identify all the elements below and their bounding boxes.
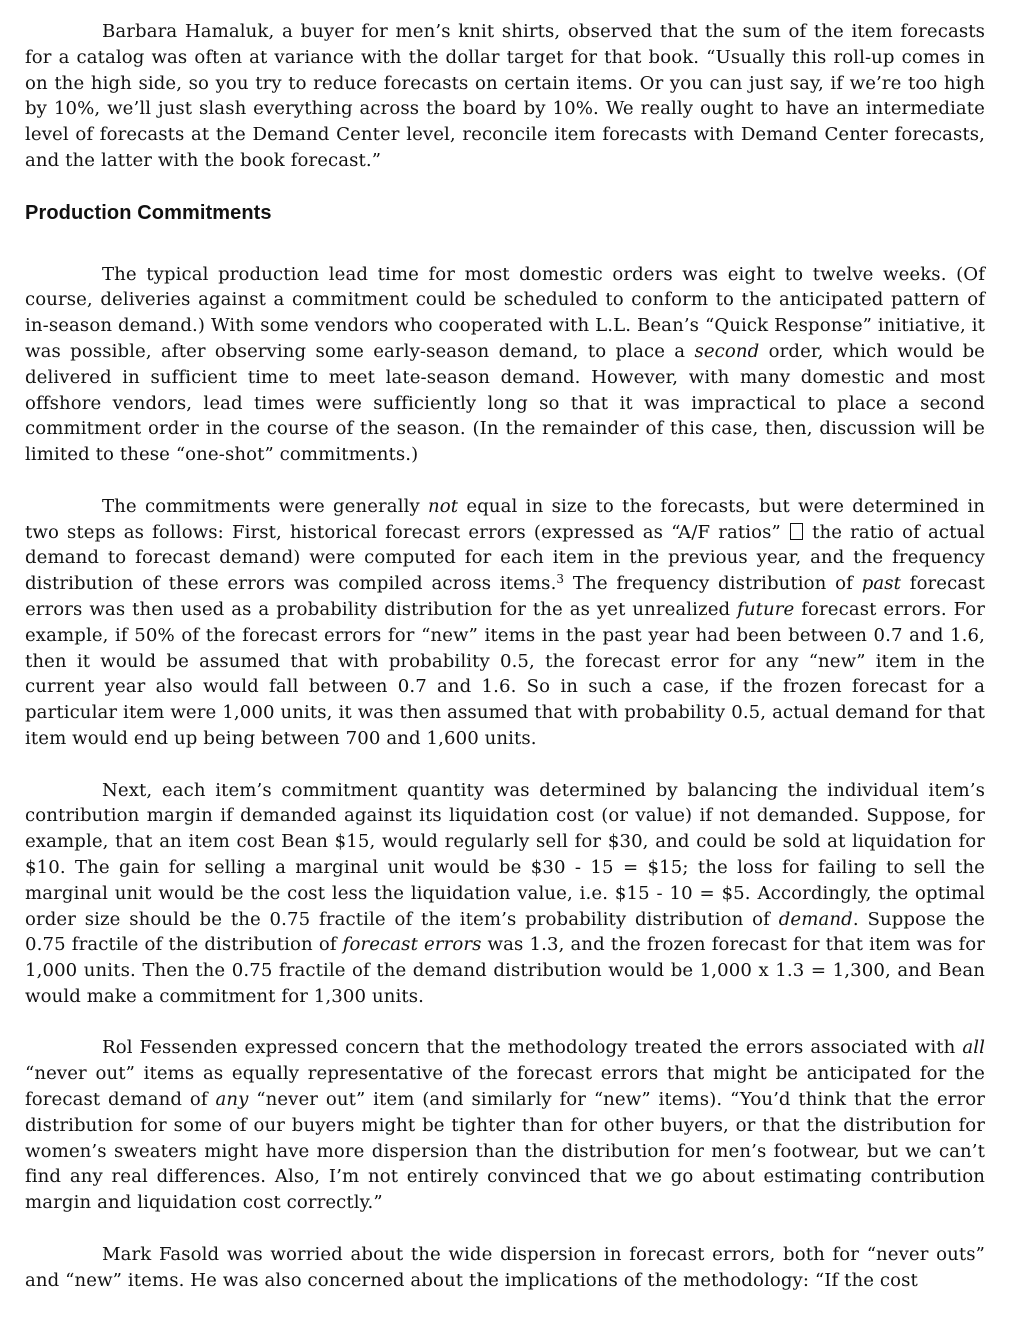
emphasis-text: any [215, 1089, 249, 1111]
paragraph-fasold [25, 1242, 985, 1294]
emphasis-text: not [428, 495, 459, 517]
paragraph-commitments [25, 494, 985, 752]
section-heading: Production Commitments [25, 201, 272, 224]
emphasis-text: forecast errors [342, 934, 482, 956]
paragraph-text: The typical production lead time for most domestic orders was eight to twelve weeks. (Of course, deliveries against a commitment could be scheduled to conform to the anticipated pattern of in-season demand.) With some vendors who cooperated with L.L. Bean’s “Quick Response” initiative, it was possible, after observing some early-season demand, to place a [25, 263, 985, 362]
paragraph-text: . Suppose the 0.75 fractile of the distribution of [25, 908, 985, 956]
paragraph-text: “never out” item (and similarly for “new” items). “You’d think that the error distribution for some of our buyers might be tighter than for other buyers, or that the distribution for women’s sweaters might have more dispersion than the distribution for men’s footwear, but we can’t find any real differences. Also, I’m not entirely convinced that we go about estimating contribution margin and liquidation cost correctly.” [25, 1089, 986, 1214]
paragraph-fessenden [25, 1035, 985, 1216]
paragraph-text: “never out” items as equally representative of the forecast errors that might be anticipated for the forecast demand of [25, 1063, 985, 1111]
paragraph-text: forecast errors was then used as a probability distribution for the as yet unrealized [25, 573, 985, 620]
paragraph-commitment-quantity [25, 778, 985, 1010]
paragraph-text: The frequency distribution of [564, 573, 862, 595]
paragraph-text: The commitments were generally [102, 495, 429, 517]
missing-glyph-box-icon [790, 523, 803, 540]
emphasis-text: past [861, 573, 902, 595]
emphasis-text: second [694, 340, 760, 362]
paragraph-text: equal in size to the forecasts, but were determined in two steps as follows: First, historical forecast errors (expressed as “A/F ratios” [25, 495, 985, 543]
paragraph-lead-time [25, 262, 985, 468]
paragraph-text: Mark Fasold was worried about the wide dispersion in forecast errors, both for “never outs” and “new” items. He was also concerned about the implications of the methodology: “If the cost [25, 1243, 985, 1291]
footnote-marker: 3 [556, 572, 565, 587]
paragraph-text: was 1.3, and the frozen forecast for that item was for 1,000 units. Then the 0.75 fractile of the demand distribution would be 1,000 x 1.3 = 1,300, and Bean would make a commitment for 1,300 units. [25, 934, 985, 1007]
emphasis-text: demand [778, 908, 853, 930]
paragraph-text: Barbara Hamaluk, a buyer for men’s knit shirts, observed that the sum of the item forecasts for a catalog was often at variance with the dollar target for that book. “Usually this roll-up comes in on the high side, so you try to reduce forecasts on certain items. Or you can just say, if we’re too high by 10%, we’ll just slash everything across the board by 10%. We really ought to have an intermediate level of forecasts at the Demand Center level, reconcile item forecasts with Demand Center forecasts, and the latter with the book forecast.” [25, 21, 985, 171]
paragraph-text: Next, each item’s commitment quantity was determined by balancing the individual item’s contribution margin if demanded against its liquidation cost (or value) if not demanded. Suppose, for example, that an item cost Bean $15, would regularly sell for $30, and could be sold at liquidation for $10. The gain for selling a marginal unit would be $30 - 15 = $15; the loss for failing to sell the marginal unit would be the cost less the liquidation value, i.e. $15 - 10 = $5. Accordingly, the optimal order size should be the 0.75 fractile of the item’s probability distribution of [25, 779, 985, 930]
paragraph-text: forecast errors. For example, if 50% of the forecast errors for “new” items in the past year had been between 0.7 and 1.6, then it would be assumed that with probability 0.5, the forecast error for any “new” item in the current year also would fall between 0.7 and 1.6. So in such a case, if the frozen forecast for a particular item were 1,000 units, it was then assumed that with probability 0.5, actual demand for that item would end up being between 700 and 1,600 units. [25, 598, 985, 749]
paragraph-text: the ratio of actual demand to forecast demand) were computed for each item in the previous year, and the frequency distribution of these errors was compiled across items. [25, 521, 985, 595]
document-page [25, 19, 985, 1319]
emphasis-text: future [737, 598, 795, 620]
paragraph-text: order, which would be delivered in sufficient time to meet late-season demand. However, with many domestic and most offshore vendors, lead times were sufficiently long so that it was impractical to place a second commitment order in the course of the season. (In the remainder of this case, then, discussion will be limited to these “one-shot” commitments.) [25, 340, 985, 466]
paragraph-hamaluk [25, 19, 985, 174]
emphasis-text: all [962, 1037, 985, 1059]
paragraph-text: Rol Fessenden expressed concern that the methodology treated the errors associated with [102, 1037, 963, 1059]
